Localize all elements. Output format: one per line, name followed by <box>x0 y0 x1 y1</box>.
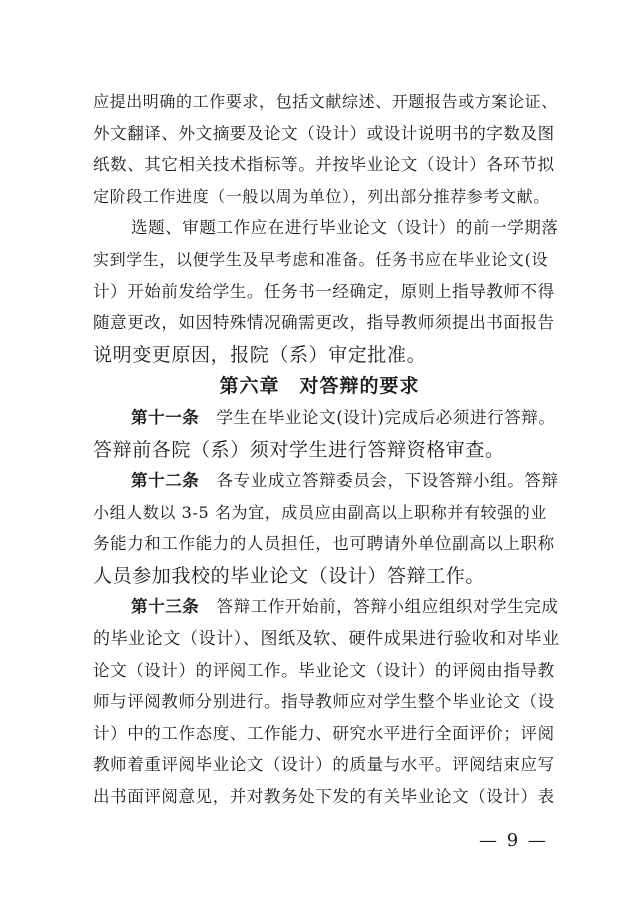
article-11-first-line <box>131 406 556 430</box>
page-number: — 9 — <box>479 830 548 851</box>
chapter-heading: 第六章 对答辩的要求 <box>219 375 420 397</box>
paragraph-1-line: 纸数、其它相关技术指标等。并按毕业论文（设计）各环节拟 <box>93 155 555 174</box>
article-13-line: 出书面评阅意见，并对教务处下发的有关毕业论文（设计）表 <box>93 787 555 806</box>
paragraph-1-line: 应提出明确的工作要求，包括文献综述、开题报告或方案论证、 <box>93 92 558 111</box>
article-13-first-line <box>131 595 559 619</box>
article-13-line: 论文（设计）的评阅工作。毕业论文（设计）的评阅由指导教 <box>93 661 555 680</box>
article-12-label: 第十二条 <box>131 471 200 490</box>
paragraph-1-line: 外文翻译、外文摘要及论文（设计）或设计说明书的字数及图 <box>93 124 555 143</box>
paragraph-2-line: 实到学生，以便学生及早考虑和准备。任务书应在毕业论文(设 <box>93 250 549 269</box>
article-13-line: 师与评阅教师分别进行。指导教师应对学生整个毕业论文（设 <box>93 692 555 711</box>
article-13-text: 答辩工作开始前，答辩小组应组织对学生完成 <box>216 597 559 616</box>
article-11-label: 第十一条 <box>131 408 200 427</box>
paragraph-2-line: 说明变更原因，报院（系）审定批准。 <box>93 344 427 366</box>
article-11-text: 学生在毕业论文(设计)完成后必须进行答辩。 <box>216 408 556 427</box>
article-13-label: 第十三条 <box>131 597 200 616</box>
article-12-first-line <box>131 469 559 493</box>
paragraph-1-line: 定阶段工作进度（一般以周为单位），列出部分推荐参考文献。 <box>93 187 550 206</box>
article-label-gap <box>199 597 216 616</box>
paragraph-2-line: 随意更改，如因特殊情况确需更改，指导教师须提出书面报告 <box>93 313 555 332</box>
article-label-gap <box>199 408 216 427</box>
article-12-line: 小组人数以 3-5 名为宜，成员应由副高以上职称并有较强的业 <box>93 503 547 522</box>
paragraph-2-line: 计）开始前发给学生。任务书一经确定，原则上指导教师不得 <box>93 282 555 301</box>
article-13-line: 教师着重评阅毕业论文（设计）的质量与水平。评阅结束应写 <box>93 755 555 774</box>
article-13-line: 的毕业论文（设计）、图纸及软、硬件成果进行验收和对毕业 <box>93 629 560 649</box>
article-11-line: 答辩前各院（系）须对学生进行答辩资格审查。 <box>93 439 505 461</box>
paragraph-2-line: 选题、审题工作应在进行毕业论文（设计）的前一学期落 <box>131 218 559 237</box>
article-12-line: 人员参加我校的毕业论文（设计）答辩工作。 <box>93 565 486 587</box>
article-12-text: 各专业成立答辩委员会，下设答辩小组。答辩 <box>216 471 559 490</box>
article-13-line: 计）中的工作态度、工作能力、研究水平进行全面评价；评阅 <box>93 724 555 743</box>
article-label-gap <box>199 471 216 490</box>
article-12-line: 务能力和工作能力的人员担任，也可聘请外单位副高以上职称 <box>93 534 555 553</box>
